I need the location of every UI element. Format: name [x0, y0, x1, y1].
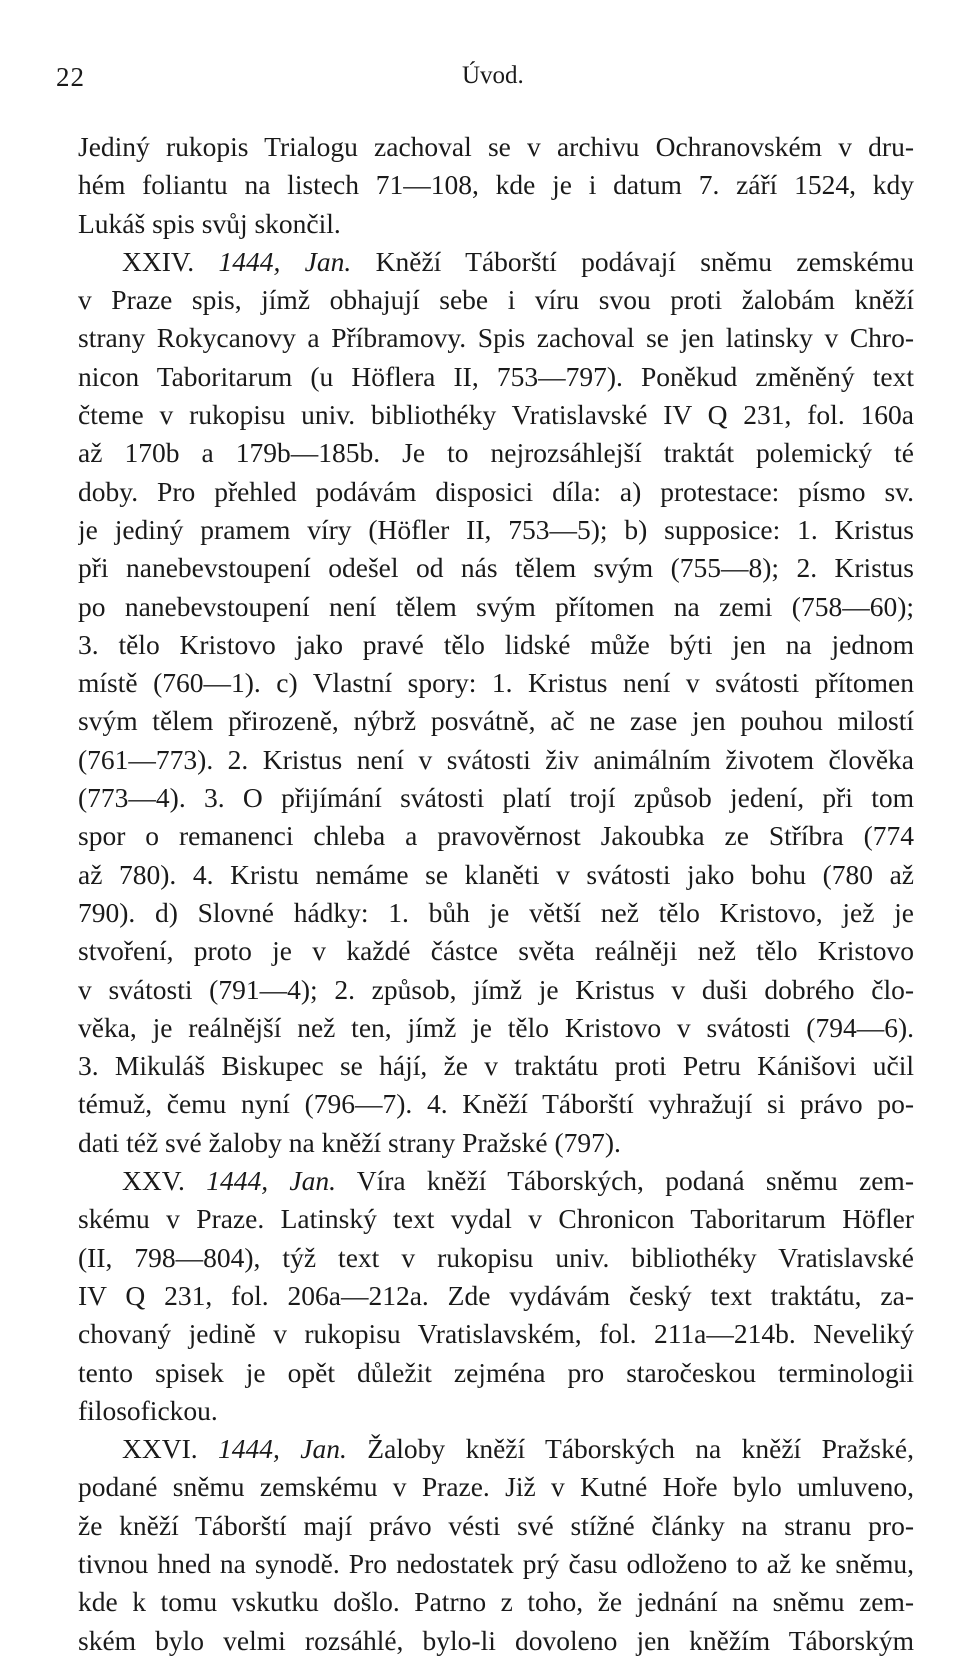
text-segment: čteme v rukopisu univ. bibliothéky Vratislavské IV Q 231, fol. 160a	[78, 399, 914, 431]
text-segment: 3. tělo Kristovo jako pravé tělo lidské může býti jen na jednom	[78, 628, 914, 660]
text-line	[78, 434, 914, 472]
text-line	[78, 473, 914, 511]
text-segment: filosofickou.	[78, 1394, 218, 1426]
text-line	[78, 626, 914, 664]
text-line	[78, 1085, 914, 1123]
text-segment: strany Rokycanovy a Příbramovy. Spis zachoval se jen latinsky v Chro-	[78, 322, 914, 354]
text-line	[78, 1354, 914, 1392]
date-italic: 1444, Jan.	[206, 1165, 336, 1197]
text-line	[78, 511, 914, 549]
text-line	[78, 1430, 914, 1468]
text-line	[78, 1468, 914, 1506]
text-segment: hém foliantu na listech 71—108, kde je i datum 7. září 1524, kdy	[78, 169, 914, 201]
text-line	[78, 1315, 914, 1353]
text-segment: Kněží Táborští podávají sněmu zemskému	[351, 245, 914, 277]
text-segment: nicon Taboritarum (u Höflera II, 753—797). Poněkud změněný text	[78, 360, 914, 392]
text-line	[78, 358, 914, 396]
text-segment: doby. Pro přehled podávám disposici díla: a) protestace: písmo sv.	[78, 475, 914, 507]
text-line	[78, 281, 914, 319]
text-segment: podané sněmu zemskému v Praze. Již v Kutné Hoře bylo umluveno,	[78, 1471, 914, 1503]
text-line	[78, 664, 914, 702]
text-segment: až 170b a 179b—185b. Je to nejrozsáhlejší traktát polemický té	[78, 437, 914, 469]
text-segment: stvoření, proto je v každé částce světa reálněji než tělo Kristovo	[78, 935, 914, 967]
text-line	[78, 1239, 914, 1277]
text-line	[78, 396, 914, 434]
text-segment: Jediný rukopis Trialogu zachoval se v archivu Ochranovském v dru-	[78, 131, 914, 162]
text-line	[78, 128, 914, 166]
text-segment: tento spisek je opět důležit zejména pro staročeskou terminologii	[78, 1356, 914, 1388]
text-segment: je jediný pramem víry (Höfler II, 753—5); b) supposice: 1. Kristus	[78, 513, 914, 545]
text-segment: po nanebevstoupení není tělem svým přítomen na zemi (758—60);	[78, 590, 914, 622]
text-segment: v svátosti (791—4); 2. způsob, jímž je Kristus v duši dobrého člo-	[78, 973, 914, 1005]
text-line	[78, 1162, 914, 1200]
text-line	[78, 971, 914, 1009]
text-segment: dati též své žaloby na kněží strany Pražské (797).	[78, 1126, 621, 1158]
text-segment: spor o remanenci chleba a pravověrnost Jakoubka ze Stříbra (774	[78, 820, 914, 852]
text-line	[78, 1009, 914, 1047]
text-line	[78, 856, 914, 894]
text-segment: místě (760—1). c) Vlastní spory: 1. Kristus není v svátosti přítomen	[78, 667, 914, 699]
text-line	[78, 741, 914, 779]
text-line	[78, 319, 914, 357]
text-segment: svým tělem přirozeně, nýbrž posvátně, ač ne zase jen pouhou milostí	[78, 705, 914, 737]
text-line	[78, 1277, 914, 1315]
text-segment: XXIV.	[122, 245, 219, 277]
text-segment: kde k tomu vskutku došlo. Patrno z toho, že jednání na sněmu zem-	[78, 1586, 914, 1618]
text-segment: skému v Praze. Latinský text vydal v Chronicon Taboritarum Höfler	[78, 1203, 914, 1235]
text-line	[78, 817, 914, 855]
text-line	[78, 1545, 914, 1583]
text-segment: IV Q 231, fol. 206a—212a. Zde vydávám český text traktátu, za-	[78, 1279, 914, 1311]
text-segment: věka, je reálnější než ten, jímž je tělo Kristovo v svátosti (794—6).	[78, 1011, 914, 1043]
text-segment: v Praze spis, jímž obhajují sebe i víru svou proti žalobám kněží	[78, 284, 914, 316]
text-segment: při nanebevstoupení odešel od nás tělem svým (755—8); 2. Kristus	[78, 552, 914, 584]
text-segment: XXV.	[122, 1165, 207, 1197]
text-segment: Lukáš spis svůj skončil.	[78, 207, 341, 239]
text-line	[78, 205, 914, 243]
running-head	[56, 62, 896, 102]
text-segment: až 780). 4. Kristu nemáme se klaněti v svátosti jako bohu (780 až	[78, 858, 914, 890]
text-segment: XXVI.	[122, 1433, 219, 1465]
date-italic: 1444, Jan.	[218, 245, 352, 277]
text-segment: že kněží Táborští mají právo vésti své stížné články na stranu pro-	[78, 1509, 914, 1541]
text-line	[78, 1507, 914, 1545]
text-line	[78, 1124, 914, 1162]
date-italic: 1444, Jan.	[218, 1433, 347, 1465]
text-line	[78, 932, 914, 970]
running-title: Úvod.	[462, 62, 524, 89]
text-segment: Žaloby kněží Táborských na kněží Pražské,	[346, 1433, 914, 1465]
text-line	[78, 702, 914, 740]
text-segment: tivnou hned na synodě. Pro nedostatek prý času odloženo to až ke sněmu,	[78, 1547, 914, 1579]
body-text	[78, 128, 914, 1660]
text-line	[78, 1622, 914, 1660]
text-segment: 790). d) Slovné hádky: 1. bůh je větší než tělo Kristovo, jež je	[78, 896, 914, 928]
text-line	[78, 779, 914, 817]
text-line	[78, 549, 914, 587]
text-segment: chovaný jedině v rukopisu Vratislavském, fol. 211a—214b. Neveliký	[78, 1318, 914, 1350]
text-line	[78, 166, 914, 204]
text-segment: (II, 798—804), týž text v rukopisu univ. bibliothéky Vratislavské	[78, 1241, 914, 1273]
text-line	[78, 588, 914, 626]
text-line	[78, 243, 914, 281]
text-segment: 3. Mikuláš Biskupec se hájí, že v traktátu proti Petru Kánišovi učil	[78, 1050, 914, 1082]
text-line	[78, 1583, 914, 1621]
text-segment: témuž, čemu nyní (796—7). 4. Kněží Táborští vyhražují si právo po-	[78, 1088, 914, 1120]
text-segment: Víra kněží Táborských, podaná sněmu zem-	[335, 1165, 914, 1197]
page-number: 22	[56, 62, 85, 92]
text-line	[78, 1047, 914, 1085]
text-segment: (761—773). 2. Kristus není v svátosti živ animálním životem člověka	[78, 743, 914, 775]
text-segment: (773—4). 3. O přijímání svátosti platí trojí způsob jedení, při tom	[78, 782, 914, 814]
text-line	[78, 894, 914, 932]
text-line	[78, 1200, 914, 1238]
text-line	[78, 1392, 914, 1430]
text-segment: ském bylo velmi rozsáhlé, bylo-li dovoleno jen kněžím Táborským	[78, 1624, 914, 1656]
